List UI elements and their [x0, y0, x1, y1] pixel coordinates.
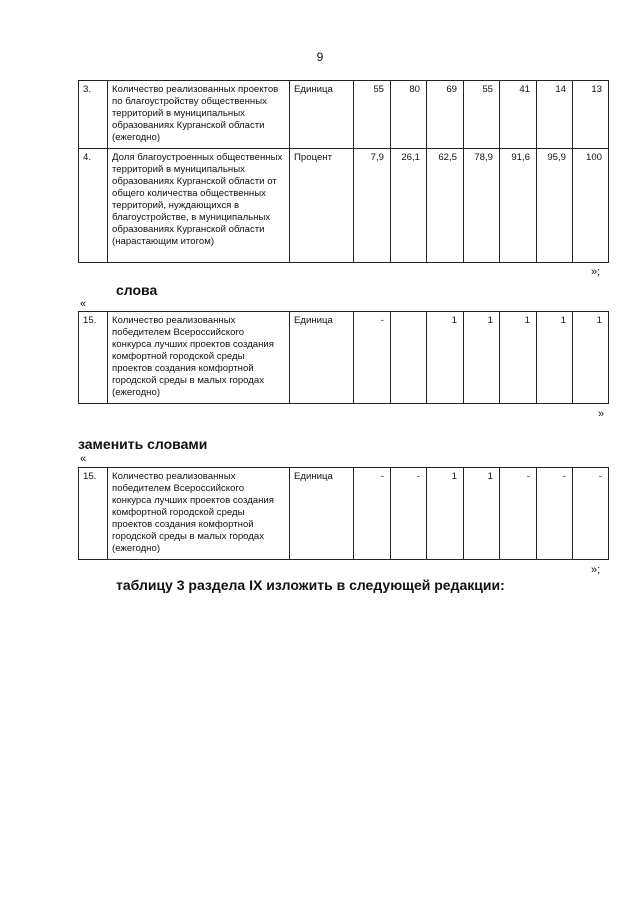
unit-cell: Процент	[290, 149, 354, 263]
opening-quote-2: «	[80, 453, 87, 465]
words-label: слова	[116, 282, 158, 298]
value-cell: 55	[464, 81, 500, 149]
row-number: 4.	[79, 149, 108, 263]
value-cell: 13	[573, 81, 609, 149]
row-number: 15.	[79, 468, 108, 560]
unit-cell: Единица	[290, 468, 354, 560]
closing-quote-1: »;	[591, 266, 601, 278]
value-cell: 1	[427, 468, 464, 560]
unit-cell: Единица	[290, 312, 354, 404]
table-row	[79, 81, 609, 149]
indicators-table-1	[78, 80, 609, 263]
value-cell: 14	[537, 81, 573, 149]
value-cell: 26,1	[391, 149, 427, 263]
value-cell: 91,6	[500, 149, 537, 263]
table-row	[79, 312, 609, 404]
indicator-name: Количество реализованных победителем Всероссийского конкурса лучших проектов создания комфортной городской среды проектов создания комфортной городской среды в малых городах (ежегодно)	[108, 468, 290, 560]
value-cell: 80	[391, 81, 427, 149]
value-cell: 55	[354, 81, 391, 149]
value-cell: 95,9	[537, 149, 573, 263]
page-number: 9	[316, 50, 324, 64]
value-cell: -	[537, 468, 573, 560]
value-cell: -	[391, 468, 427, 560]
final-sentence: таблицу 3 раздела IX изложить в следующей редакции:	[116, 577, 505, 593]
value-cell: 1	[464, 312, 500, 404]
value-cell: 1	[464, 468, 500, 560]
value-cell: 7,9	[354, 149, 391, 263]
value-cell: 1	[500, 312, 537, 404]
value-cell: 100	[573, 149, 609, 263]
value-cell: 41	[500, 81, 537, 149]
value-cell: -	[354, 312, 391, 404]
closing-quote-2: »	[598, 408, 605, 420]
value-cell: 78,9	[464, 149, 500, 263]
value-cell: 1	[427, 312, 464, 404]
indicators-table-2	[78, 311, 609, 404]
value-cell: -	[500, 468, 537, 560]
indicator-name: Количество реализованных победителем Всероссийского конкурса лучших проектов создания комфортной городской среды проектов создания комфортной городской среды в малых городах (ежегодно)	[108, 312, 290, 404]
value-cell: 1	[537, 312, 573, 404]
value-cell: -	[354, 468, 391, 560]
value-cell: 1	[573, 312, 609, 404]
unit-cell: Единица	[290, 81, 354, 149]
indicator-name: Количество реализованных проектов по благоустройству общественных территорий в муниципальных образованиях Курганской области (ежегодно)	[108, 81, 290, 149]
value-cell: -	[573, 468, 609, 560]
table-row	[79, 149, 609, 263]
indicators-table-3	[78, 467, 609, 560]
row-number: 3.	[79, 81, 108, 149]
replace-label: заменить словами	[78, 436, 208, 452]
row-number: 15.	[79, 312, 108, 404]
opening-quote-1: «	[80, 298, 87, 310]
indicator-name: Доля благоустроенных общественных территорий в муниципальных образованиях Курганской области от общего количества общественных территорий, нуждающихся в благоустройстве, в муниципальных образованиях Курганской области (нарастающим итогом)	[108, 149, 290, 263]
value-cell: 62,5	[427, 149, 464, 263]
value-cell: 69	[427, 81, 464, 149]
value-cell	[391, 312, 427, 404]
table-row	[79, 468, 609, 560]
closing-quote-3: »;	[591, 564, 601, 576]
